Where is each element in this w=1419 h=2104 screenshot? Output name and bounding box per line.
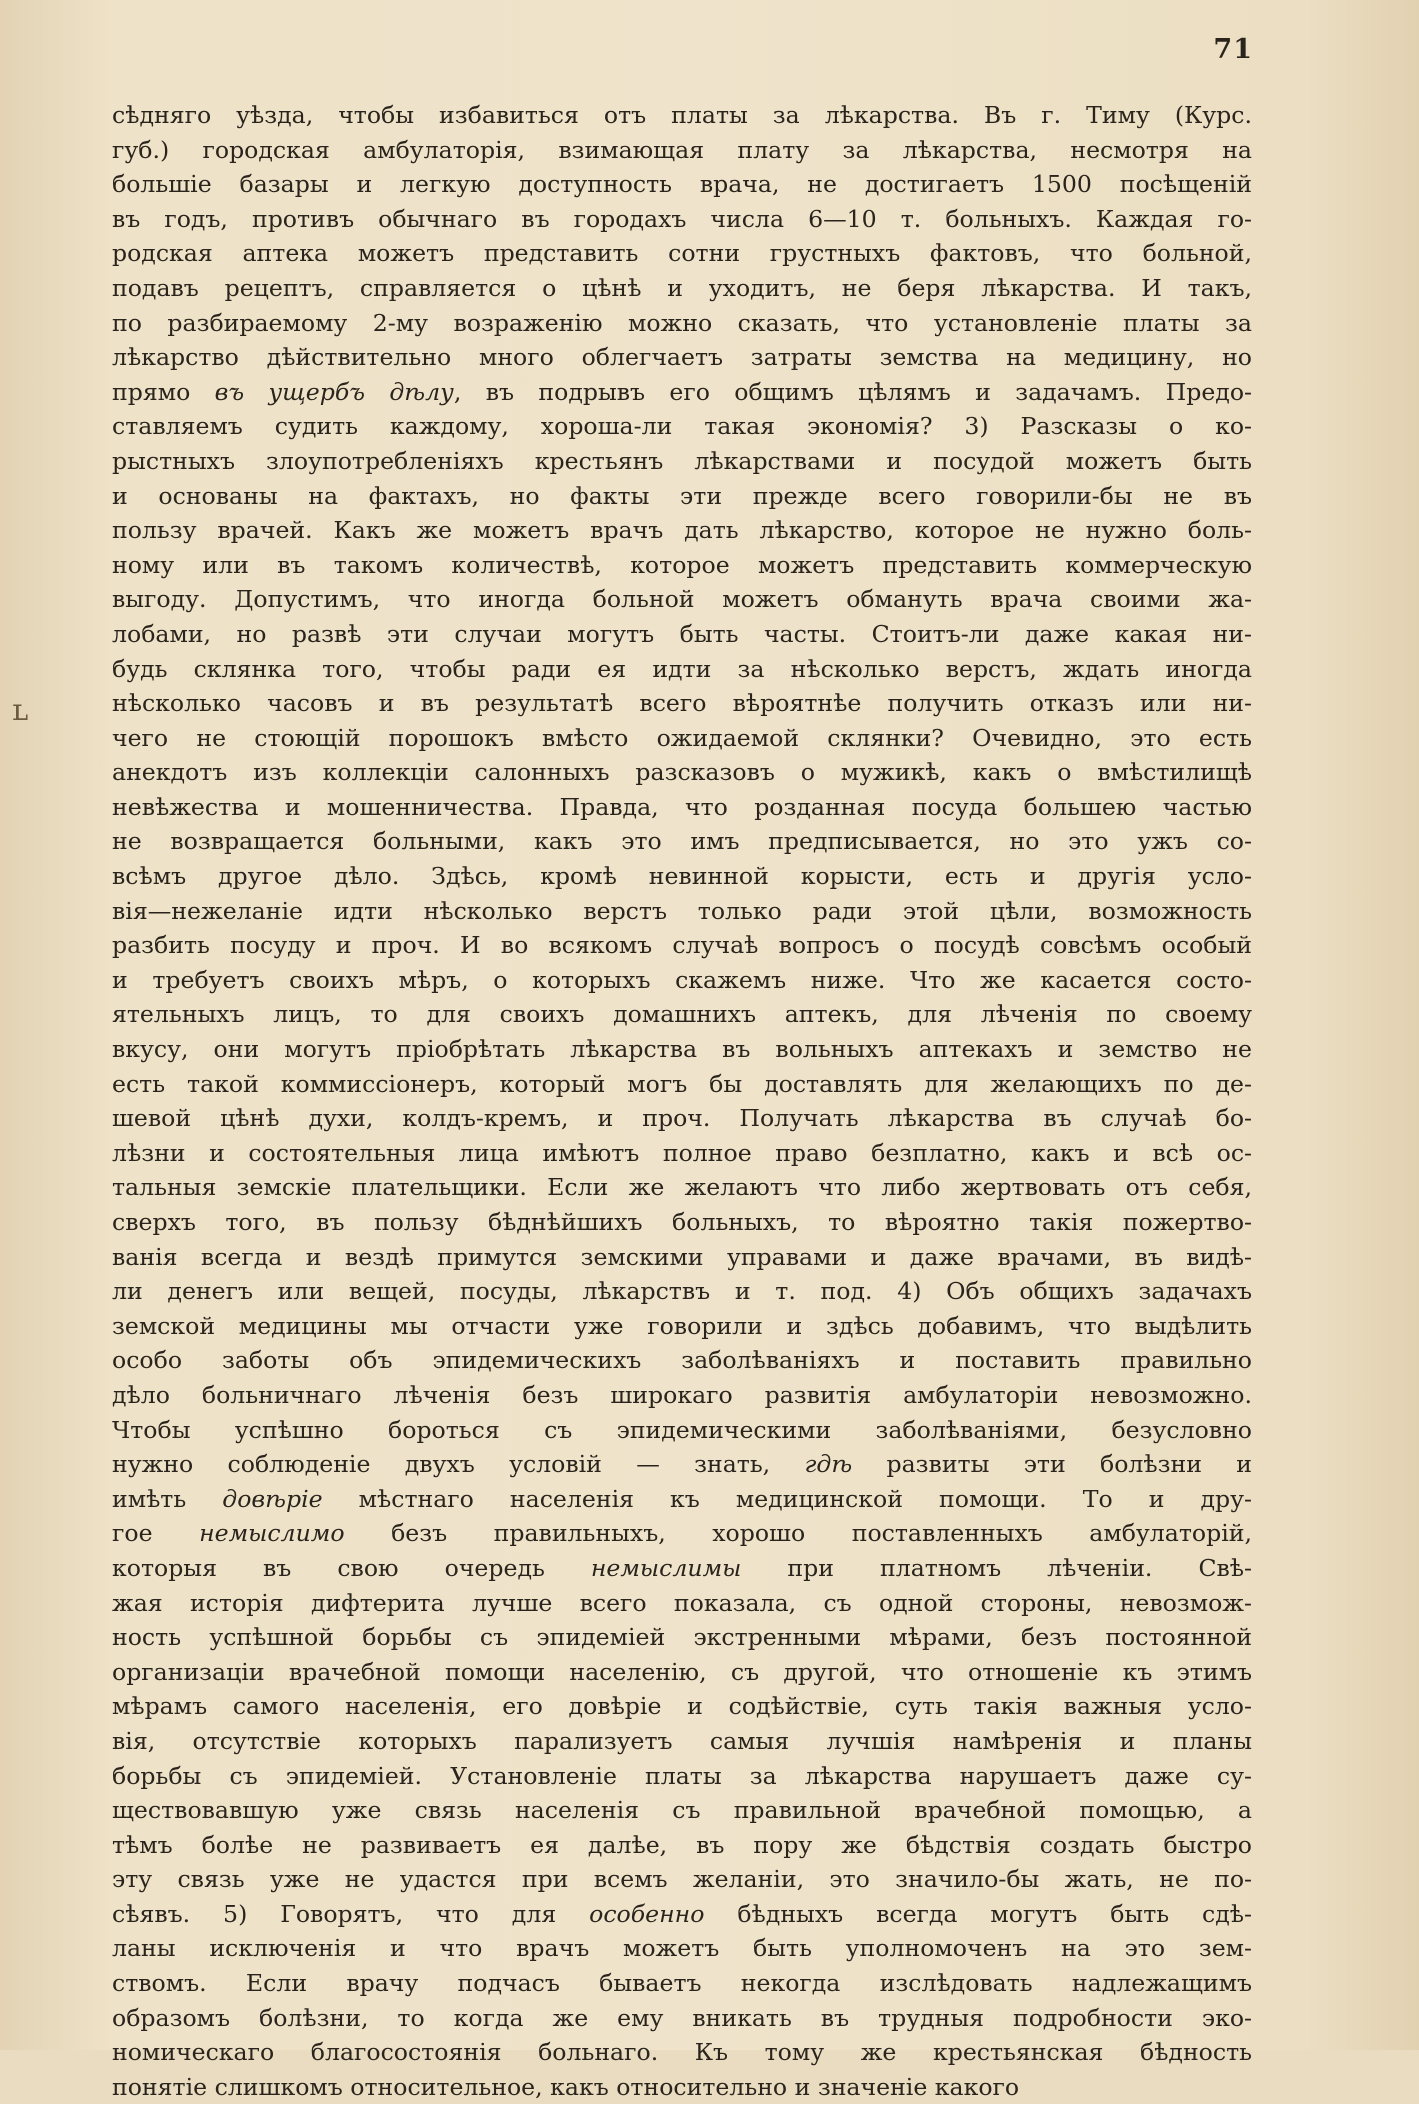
line-text: по разбираемому 2-му возраженію можно сказать, что установленіе платы за [112,308,1252,337]
text-line [112,686,1252,721]
text-line [112,928,1252,963]
line-text: вкусу, они могутъ пріобрѣтать лѣкарства въ вольныхъ аптекахъ и земство не [112,1035,1252,1064]
text-line [112,1136,1252,1171]
line-text: подавъ рецептъ, справляется о цѣнѣ и уходитъ, не беря лѣкарства. И такъ, [112,273,1252,302]
text-line [112,963,1252,998]
text-line [112,1413,1252,1448]
text-line [112,1759,1252,1794]
text-line [112,444,1252,479]
line-text: и требуетъ своихъ мѣръ, о которыхъ скажемъ ниже. Что же касается состо- [112,965,1252,994]
text-line [112,2035,1252,2070]
emphasized-text: въ ущербъ дѣлу [214,377,454,406]
line-text: земской медицины мы отчасти уже говорили и здѣсь добавимъ, что выдѣлить [112,1311,1252,1340]
text-line [112,1516,1252,1551]
line-text: рыстныхъ злоупотребленіяхъ крестьянъ лѣкарствами и посудой можетъ быть [112,446,1252,475]
text-line [112,824,1252,859]
text-line [112,1032,1252,1067]
line-text: лѣкарство дѣйствительно много облегчаетъ затраты земства на медицину, но [112,343,1252,372]
line-text: пользу врачей. Какъ же можетъ врачъ дать лѣкарство, которое не нужно боль- [112,516,1252,545]
text-line [112,1966,1252,2001]
line-text: невѣжества и мошенничества. Правда, что розданная посуда большею частью [112,792,1252,821]
line-text: вія—нежеланіе идти нѣсколько верстъ только ради этой цѣли, возможность [112,896,1252,925]
line-text: тальныя земскіе плательщики. Если же желаютъ что либо жертвовать отъ себя, [112,1173,1252,1202]
line-text: сѣявъ. 5) Говорятъ, что для [112,1899,590,1928]
line-text: имѣть [112,1484,223,1513]
text-line [112,1897,1252,1932]
text-line [112,1620,1252,1655]
text-line [112,1655,1252,1690]
text-line [112,409,1252,444]
text-line [112,617,1252,652]
line-text: понятіе слишкомъ относительное, какъ относительно и значеніе какого [112,2072,1020,2101]
text-line [112,1378,1252,1413]
text-line [112,202,1252,237]
text-line [112,790,1252,825]
text-line [112,1067,1252,1102]
line-text: и основаны на фактахъ, но факты эти прежде всего говорили-бы не въ [112,481,1252,510]
text-line [112,1793,1252,1828]
text-line [112,513,1252,548]
line-text: гое [112,1519,200,1548]
emphasized-text: немыслимы [590,1553,742,1582]
text-line [112,1689,1252,1724]
text-line [112,375,1252,410]
line-text: жая исторія дифтерита лучше всего показала, съ одной стороны, невозмож- [112,1588,1252,1617]
line-text: особо заботы объ эпидемическихъ заболѣваніяхъ и поставить правильно [112,1346,1252,1375]
line-text: при платномъ лѣченіи. Свѣ- [741,1553,1252,1582]
line-text: будь склянка того, чтобы ради ея идти за нѣсколько верстъ, ждать иногда [112,654,1252,683]
line-text: которыя въ свою очередь [112,1553,591,1582]
body-text [112,98,1252,2104]
text-line [112,1586,1252,1621]
text-line [112,859,1252,894]
line-text: , въ подрывъ его общимъ цѣлямъ и задачамъ. Предо- [453,377,1252,406]
text-line [112,997,1252,1032]
text-line [112,894,1252,929]
line-text: вія, отсутствіе которыхъ парализуетъ самыя лучшія намѣренія и планы [112,1726,1252,1755]
line-text: большіе базары и легкую доступность врача, не достигаетъ 1500 посѣщеній [112,170,1252,199]
line-text: ность успѣшной борьбы съ эпидеміей экстренными мѣрами, безъ постоянной [112,1623,1252,1652]
text-line [112,582,1252,617]
text-line [112,306,1252,341]
line-text: нѣсколько часовъ и въ результатѣ всего вѣроятнѣе получить отказъ или ни- [112,689,1252,718]
line-text: родская аптека можетъ представить сотни грустныхъ фактовъ, что больной, [112,239,1252,268]
text-line [112,1170,1252,1205]
line-text: борьбы съ эпидеміей. Установленіе платы за лѣкарства нарушаетъ даже су- [112,1761,1252,1790]
text-line [112,1447,1252,1482]
text-line [112,133,1252,168]
text-line [112,755,1252,790]
line-text: шевой цѣнѣ духи, колдъ-кремъ, и проч. Получать лѣкарства въ случаѣ бо- [112,1104,1252,1133]
text-line [112,1482,1252,1517]
text-line [112,167,1252,202]
line-text: ли денегъ или вещей, посуды, лѣкарствъ и т. под. 4) Объ общихъ задачахъ [112,1277,1252,1306]
text-line [112,652,1252,687]
line-text: ществовавшую уже связь населенія съ правильной врачебной помощью, а [112,1796,1252,1825]
text-line [112,1343,1252,1378]
line-text: тѣмъ болѣе не развиваетъ ея далѣе, въ пору же бѣдствія создать быстро [112,1830,1252,1859]
text-line [112,479,1252,514]
line-text: ному или въ такомъ количествѣ, которое можетъ представить коммерческую [112,550,1252,579]
line-text: ванія всегда и вездѣ примутся земскими управами и даже врачами, въ видѣ- [112,1242,1252,1271]
text-line [112,721,1252,756]
line-text: мѣстнаго населенія къ медицинской помощи. То и дру- [322,1484,1252,1513]
line-text: разбить посуду и проч. И во всякомъ случаѣ вопросъ о посудѣ совсѣмъ особый [112,931,1252,960]
text-line [112,1240,1252,1275]
line-text: всѣмъ другое дѣло. Здѣсь, кромѣ невинной корысти, есть и другія усло- [112,862,1252,891]
line-text: губ.) городская амбулаторія, взимающая плату за лѣкарства, несмотря на [112,135,1252,164]
line-text: ставляемъ судить каждому, хороша-ли такая экономія? 3) Разсказы о ко- [112,412,1252,441]
margin-mark: ʟ [12,693,29,728]
text-line [112,236,1252,271]
text-line [112,548,1252,583]
line-text: организаціи врачебной помощи населенію, съ другой, что отношеніе къ этимъ [112,1657,1252,1686]
line-text: ланы исключенія и что врачъ можетъ быть уполномоченъ на это зем- [112,1934,1252,1963]
page-number: 71 [1213,34,1253,65]
text-line [112,1309,1252,1344]
emphasized-text: гдѣ [804,1450,853,1479]
line-text: чего не стоющій порошокъ вмѣсто ожидаемой склянки? Очевидно, это есть [112,723,1252,752]
line-text: выгоду. Допустимъ, что иногда больной можетъ обмануть врача своими жа- [112,585,1252,614]
text-line [112,1828,1252,1863]
line-text: образомъ болѣзни, то когда же ему вникать въ трудныя подробности эко- [112,2003,1252,2032]
text-line [112,1274,1252,1309]
text-line [112,1205,1252,1240]
line-text: эту связь уже не удастся при всемъ желаніи, это значило-бы жать, не по- [112,1865,1252,1894]
text-line [112,98,1252,133]
line-text: номическаго благосостоянія больнаго. Къ тому же крестьянская бѣдность [112,2038,1252,2067]
line-text: дѣло больничнаго лѣченія безъ широкаго развитія амбулаторіи невозможно. [112,1380,1252,1409]
line-text: есть такой коммиссіонеръ, который могъ бы доставлять для желающихъ по де- [112,1069,1252,1098]
line-text: анекдотъ изъ коллекціи салонныхъ разсказовъ о мужикѣ, какъ о вмѣстилищѣ [112,758,1252,787]
emphasized-text: немыслимо [199,1519,345,1548]
line-text: лѣзни и состоятельныя лица имѣютъ полное право безплатно, какъ и всѣ ос- [112,1138,1252,1167]
text-line [112,1931,1252,1966]
line-text: не возвращается больными, какъ это имъ предписывается, но это ужъ со- [112,827,1252,856]
line-text: развиты эти болѣзни и [852,1450,1252,1479]
line-text: ствомъ. Если врачу подчасъ бываетъ некогда изслѣдовать надлежащимъ [112,1969,1252,1998]
line-text: въ годъ, противъ обычнаго въ городахъ числа 6—10 т. больныхъ. Каждая го- [112,204,1252,233]
line-text: прямо [112,377,215,406]
emphasized-text: довѣріе [222,1484,323,1513]
line-text: сверхъ того, въ пользу бѣднѣйшихъ больныхъ, то вѣроятно такія пожертво- [112,1208,1252,1236]
line-text: сѣдняго уѣзда, чтобы избавиться отъ платы за лѣкарства. Въ г. Тиму (Курс. [112,101,1252,129]
text-line [112,1551,1252,1586]
line-text: нужно соблюденіе двухъ условій — знать, [112,1450,805,1479]
line-text: мѣрамъ самого населенія, его довѣріе и содѣйствіе, суть такія важныя усло- [112,1692,1252,1721]
line-text: ятельныхъ лицъ, то для своихъ домашнихъ аптекъ, для лѣченія по своему [112,1000,1252,1029]
line-text: безъ правильныхъ, хорошо поставленныхъ амбулаторій, [344,1519,1252,1548]
emphasized-text: особенно [589,1899,705,1928]
text-line [112,1101,1252,1136]
line-text: Чтобы успѣшно бороться съ эпидемическими заболѣваніями, безусловно [112,1415,1252,1444]
text-line [112,271,1252,306]
text-line [112,2001,1252,2036]
line-text: лобами, но развѣ эти случаи могутъ быть часты. Стоитъ-ли даже какая ни- [112,619,1252,648]
line-text: бѣдныхъ всегда могутъ быть сдѣ- [704,1899,1252,1928]
text-line [112,1862,1252,1897]
text-line [112,1724,1252,1759]
text-line [112,2070,1252,2104]
text-line [112,340,1252,375]
